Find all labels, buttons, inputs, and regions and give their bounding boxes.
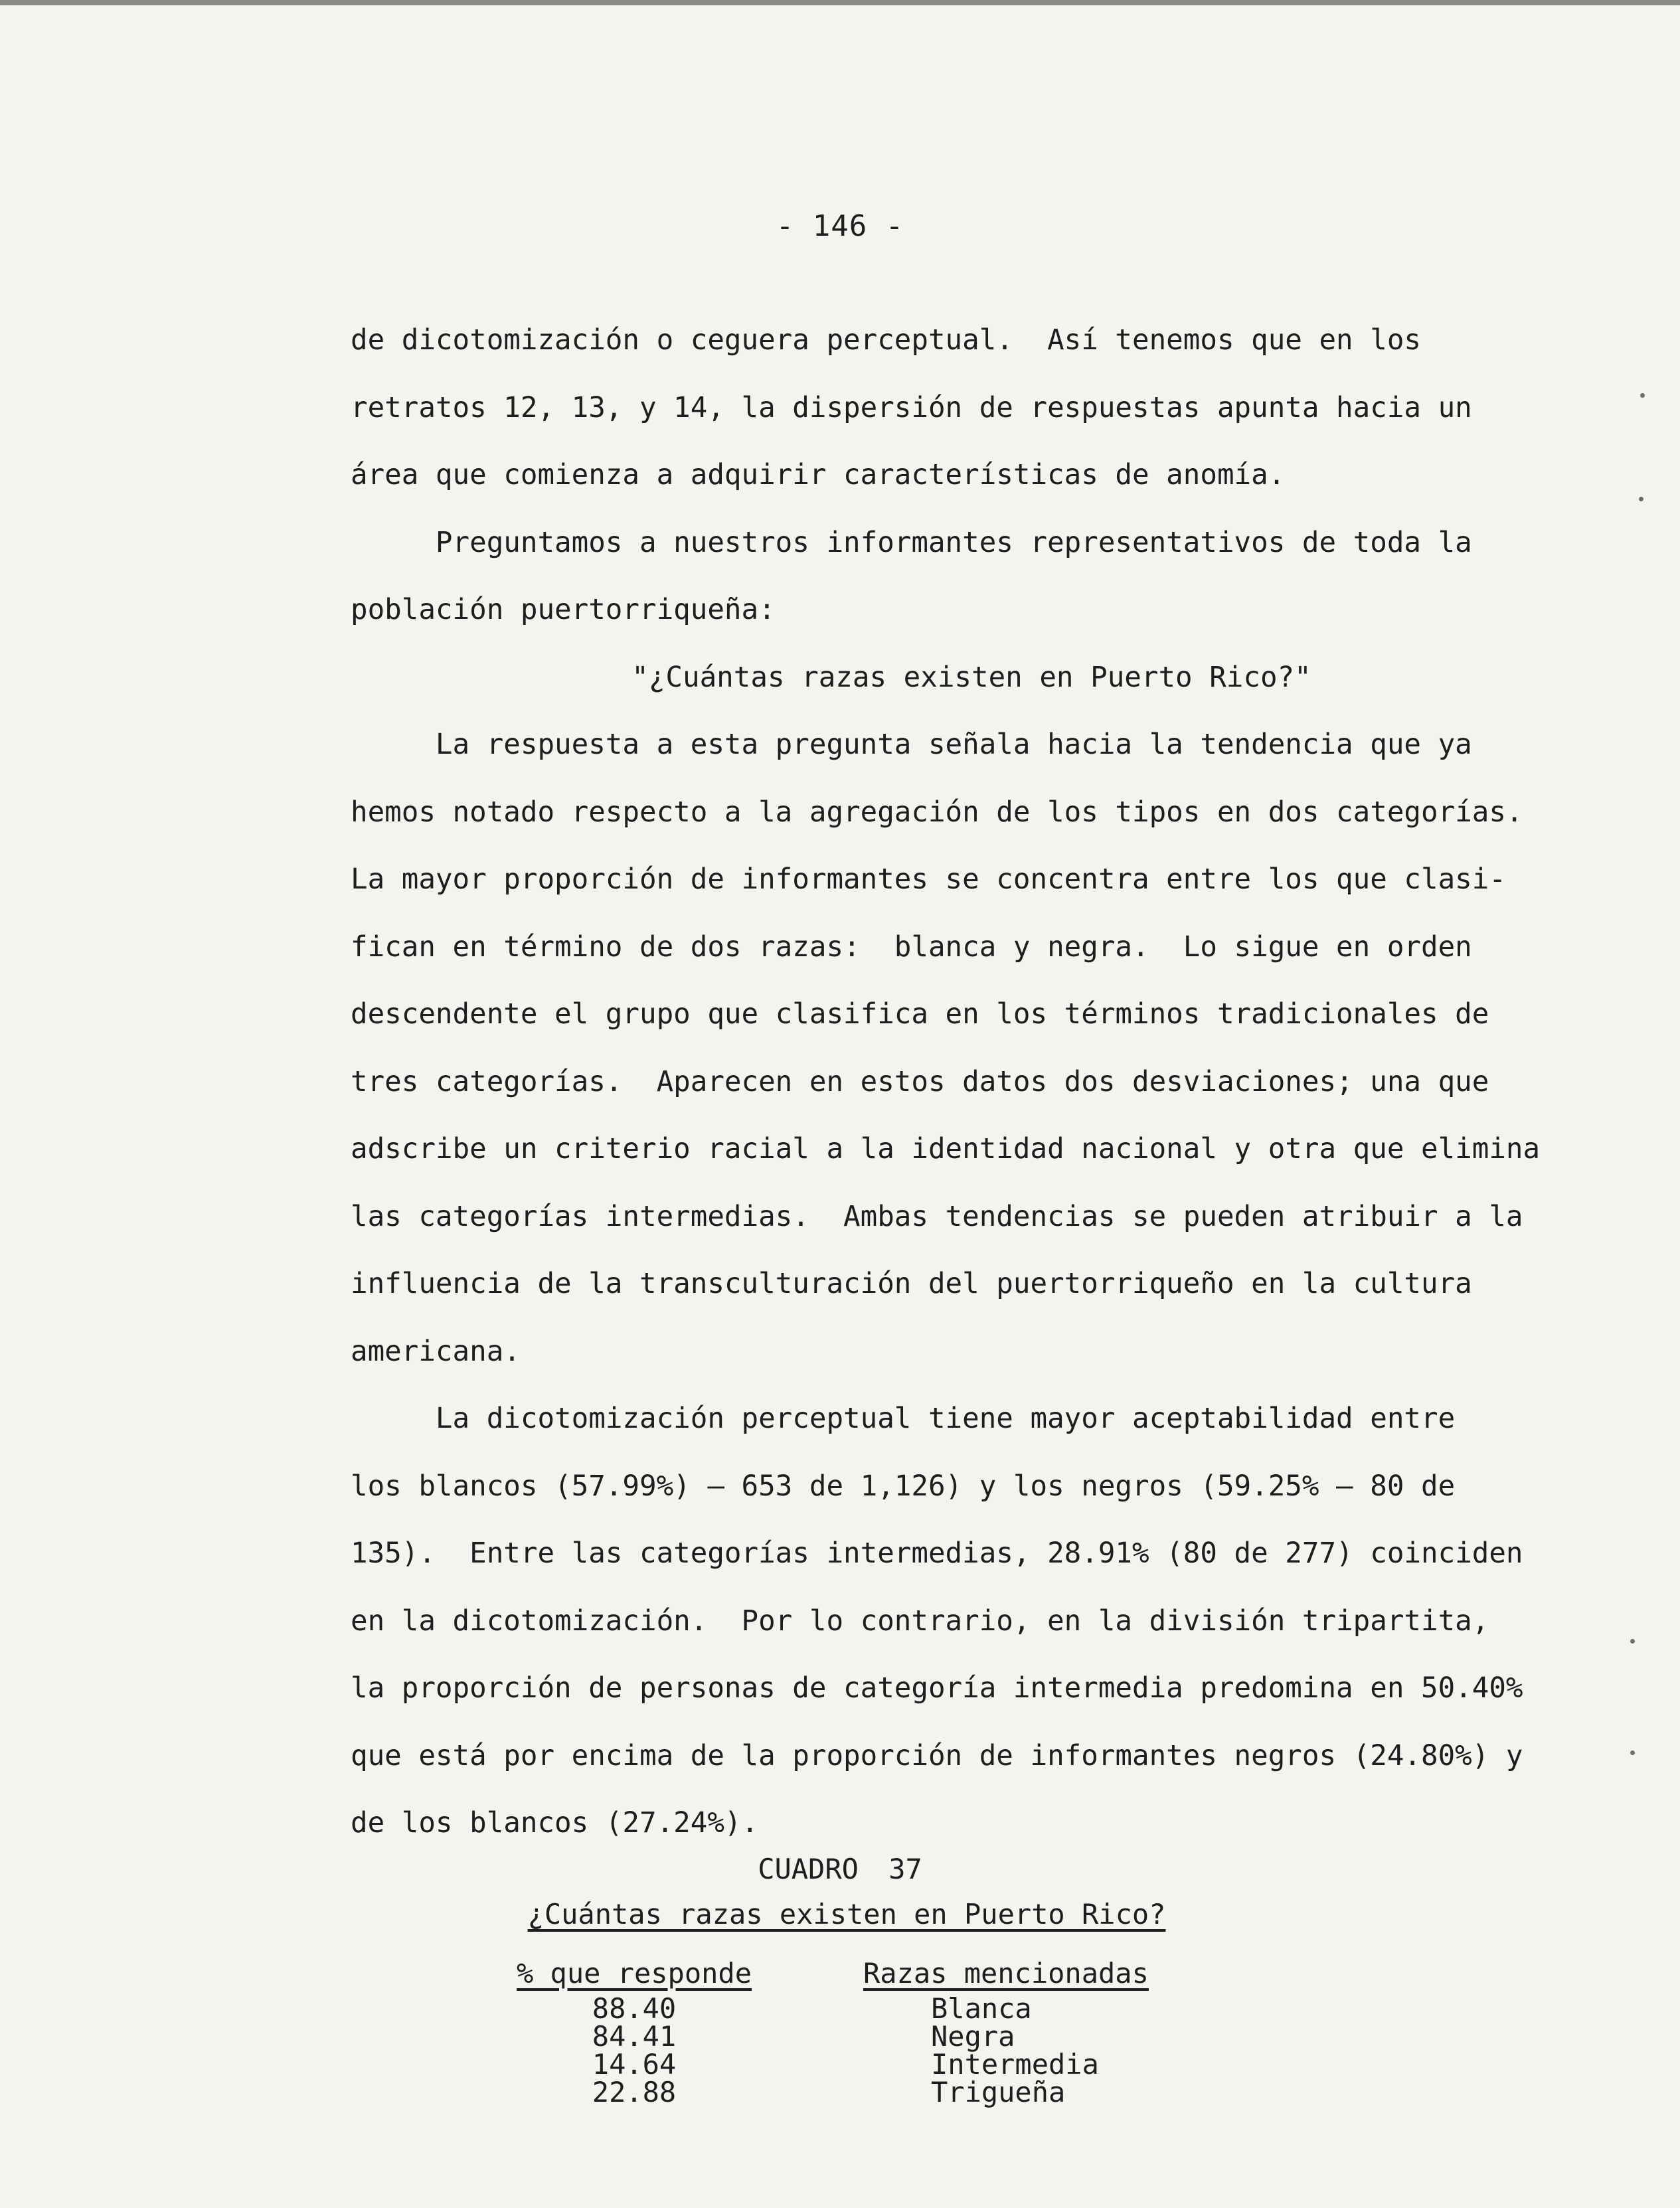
table-question bbox=[0, 1891, 1680, 1938]
text-line: población puertorriqueña: bbox=[351, 594, 776, 626]
table-cell-percent: 22.88 bbox=[592, 2076, 677, 2108]
races-column bbox=[863, 1952, 1149, 2108]
text-line: que está por encima de la proporción de informantes negros (24.80%) y bbox=[351, 1739, 1523, 1772]
text-line: de dicotomización o ceguera perceptual. Así tenemos que en los bbox=[351, 324, 1421, 357]
margin-speck bbox=[1630, 1639, 1635, 1644]
races-column-header: Razas mencionadas bbox=[863, 1957, 1149, 1990]
text-line: La dicotomización perceptual tiene mayor aceptabilidad entre bbox=[351, 1402, 1456, 1435]
text-line: La mayor proporción de informantes se concentra entre los que clasi- bbox=[351, 863, 1506, 896]
text-line: las categorías intermedias. Ambas tendencias se pueden atribuir a la bbox=[351, 1200, 1523, 1233]
table-question-text: ¿Cuántas razas existen en Puerto Rico? bbox=[527, 1898, 1166, 1930]
scan-top-edge bbox=[0, 0, 1680, 5]
text-line: fican en término de dos razas: blanca y negra. Lo sigue en orden bbox=[351, 930, 1472, 964]
percent-column bbox=[515, 1952, 754, 2106]
text-line: La respuesta a esta pregunta señala hacia la tendencia que ya bbox=[351, 728, 1472, 761]
percent-column-header: % que responde bbox=[516, 1957, 752, 1990]
body-text bbox=[351, 307, 1541, 1857]
table-title-number: 37 bbox=[888, 1853, 922, 1885]
text-line: la proporción de personas de categoría intermedia predomina en 50.40% bbox=[351, 1672, 1523, 1705]
table-title bbox=[0, 1846, 1680, 1893]
table-cell-percent: 14.64 bbox=[592, 2048, 677, 2081]
text-line: adscribe un criterio racial a la identidad nacional y otra que elimina bbox=[351, 1133, 1541, 1165]
margin-speck bbox=[1630, 1750, 1635, 1755]
table-cell-race: Intermedia bbox=[931, 2048, 1099, 2081]
margin-speck bbox=[1639, 497, 1643, 501]
table-cell-race: Blanca bbox=[931, 1992, 1032, 2025]
text-line: Preguntamos a nuestros informantes representativos de toda la bbox=[351, 526, 1472, 559]
table-title-word: CUADRO bbox=[758, 1853, 859, 1885]
text-line: descendente el grupo que clasifica en los términos tradicionales de bbox=[351, 998, 1489, 1031]
text-line: hemos notado respecto a la agregación de los tipos en dos categorías. bbox=[351, 796, 1523, 829]
table-cell-race: Negra bbox=[931, 2020, 1015, 2053]
text-line: área que comienza a adquirir características de anomía. bbox=[351, 459, 1286, 491]
table-cell-race: Trigueña bbox=[931, 2076, 1066, 2108]
table-cell-percent: 88.40 bbox=[592, 1992, 677, 2025]
text-line: influencia de la transculturación del puertorriqueño en la cultura bbox=[351, 1268, 1472, 1300]
question-quote: "¿Cuántas razas existen en Puerto Rico?" bbox=[631, 661, 1311, 694]
page-number: - 146 - bbox=[776, 209, 904, 243]
text-line: los blancos (57.99%) — 653 de 1,126) y los negros (59.25% — 80 de bbox=[351, 1470, 1456, 1503]
text-line: americana. bbox=[351, 1335, 521, 1368]
text-line: retratos 12, 13, y 14, la dispersión de respuestas apunta hacia un bbox=[351, 391, 1472, 424]
text-line: en la dicotomización. Por lo contrario, en la división tripartita, bbox=[351, 1604, 1489, 1638]
text-line: tres categorías. Aparecen en estos datos dos desviaciones; una que bbox=[351, 1065, 1489, 1098]
table-cell-percent: 84.41 bbox=[592, 2020, 677, 2053]
margin-speck bbox=[1640, 393, 1645, 398]
text-line: de los blancos (27.24%). bbox=[351, 1807, 759, 1839]
text-line: 135). Entre las categorías intermedias, 28.91% (80 de 277) coinciden bbox=[351, 1537, 1523, 1570]
